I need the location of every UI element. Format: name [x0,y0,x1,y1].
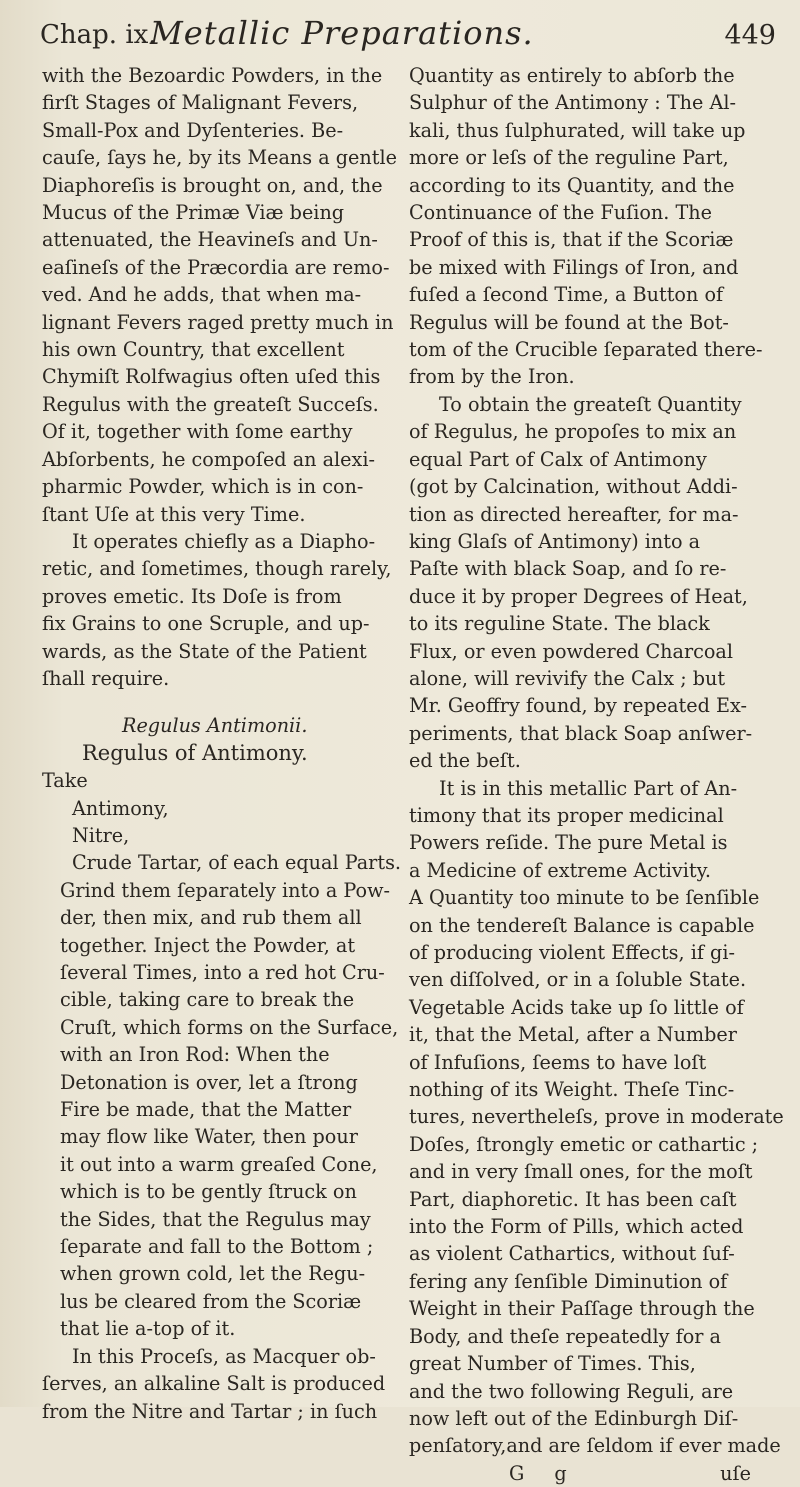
text-line: ed the beſt. [409,749,521,773]
text-line: Abſorbents, he compoſed an alexi- [42,447,375,471]
text-line: Continuance of the Fuſion. The [409,201,712,225]
left-paragraph-4 [42,1343,397,1425]
text-line: of Infuſions, ſeems to have loſt [409,1050,707,1074]
text-line: fix Grains to one Scruple, and up- [42,612,370,636]
text-line: ſerves, an alkaline Salt is produced [42,1372,386,1396]
text-line: Regulus will be found at the Bot- [409,310,729,334]
text-line: may flow like Water, then pour [60,1125,358,1149]
text-line: It operates chiefly as a Diapho- [72,529,376,553]
chapter-label: Chap. ix. [40,20,157,50]
left-paragraph-3 [42,877,397,1343]
text-line: kali, thus ſulphurated, will take up [409,118,746,142]
text-line: Antimony, [72,796,169,820]
text-line: Chymiſt Rolfwagius often uſed this [42,365,381,389]
text-line: ſhall require. [42,666,170,690]
text-line: eaſineſs of the Præcordia are remo- [42,255,390,279]
text-line: on the tendereſt Balance is capable [409,913,755,937]
text-line: king Glaſs of Antimony) into a [409,529,701,553]
text-line: it out into a warm greaſed Cone, [60,1152,378,1176]
take-label: Take [42,769,88,793]
text-line: with an Iron Rod: When the [60,1043,330,1067]
text-line: Proof of this is, that if the Scoriæ [409,228,734,252]
text-line: into the Form of Pills, which acted [409,1215,744,1239]
text-line: Mucus of the Primæ Viæ being [42,201,345,225]
right-paragraph-2 [409,391,781,775]
text-line: ved. And he adds, that when ma- [42,283,362,307]
text-line: fuſed a ſecond Time, a Button of [409,283,724,307]
text-line: ven diſſolved, or in a ſoluble State. [409,968,747,992]
text-line: Cruſt, which forms on the Surface, [60,1015,399,1039]
text-line: Diaphoreſis is brought on, and, the [42,173,383,197]
text-line: the Sides, that the Regulus may [60,1207,371,1231]
text-line: duce it by proper Degrees of Heat, [409,584,748,608]
text-line: from the Nitre and Tartar ; in ſuch [42,1399,378,1423]
text-line: alone, will revivify the Calx ; but [409,666,726,690]
text-line: according to its Quantity, and the [409,173,735,197]
text-line: Weight in their Paſſage through the [409,1297,755,1321]
text-line: It is in this metallic Part of An- [439,776,738,800]
text-line: equal Part of Calx of Antimony [409,447,707,471]
text-line: Mr. Geoffry found, by repeated Ex- [409,694,747,718]
text-line: timony that its proper medicinal [409,803,724,827]
text-line: to its reguline State. The black [409,612,710,636]
right-paragraph-3 [409,775,784,1460]
text-line: Regulus with the greateſt Succeſs. [42,392,379,416]
text-line: Small-Pox and Dyſenteries. Be- [42,118,344,142]
text-line: tures, nevertheleſs, prove in moderate [409,1105,784,1129]
text-line: ſeveral Times, into a red hot Cru- [60,961,385,984]
text-line: as violent Cathartics, without ſuf- [409,1242,735,1266]
text-line: (got by Calcination, without Addi- [409,475,738,499]
text-line: fering any ſenſible Diminution of [409,1269,728,1293]
text-line: der, then mix, and rub them all [60,906,362,930]
text-line: lus be cleared from the Scoriæ [60,1289,362,1313]
running-header [40,8,782,58]
text-line: cible, taking care to break the [60,988,355,1012]
take-ingredient-list [42,795,402,877]
catchword: uſe [720,1461,751,1485]
text-line: retic, and ſometimes, though rarely, [42,557,392,581]
text-line: ſeparate and fall to the Bottom ; [60,1235,374,1259]
signature-mark: G g [509,1461,579,1485]
text-line: when grown cold, let the Regu- [60,1262,366,1286]
left-column [42,62,402,1425]
text-line: of Regulus, he propoſes to mix an [409,420,737,444]
text-line: and in very ſmall ones, for the moſt [409,1160,753,1184]
text-line: nothing of its Weight. Theſe Tinc- [409,1078,735,1102]
text-line: Crude Tartar, of each equal Parts. [72,851,402,875]
page-number: 449 [724,20,776,51]
text-line: periments, that black Soap anſwer- [409,721,753,745]
running-title: Metallic Preparations. [150,14,534,52]
text-line: cauſe, ſays he, by its Means a gentle [42,146,397,170]
text-line: and the two following Reguli, are [409,1379,734,1403]
text-line: Vegetable Acids take up ſo little of [409,995,744,1019]
text-line: In this Proceſs, as Macquer ob- [72,1344,376,1368]
text-line: Of it, together with ſome earthy [42,420,353,444]
text-line: Part, diaphoretic. It has been caſt [409,1187,737,1211]
text-line: attenuated, the Heavineſs and Un- [42,228,378,252]
text-line: lignant Fevers raged pretty much in [42,310,394,334]
section-gap [42,692,397,712]
text-line: firſt Stages of Malignant Fevers, [42,91,359,115]
text-line: which is to be gently ſtruck on [60,1180,357,1204]
text-line: his own Country, that excellent [42,338,345,362]
text-line: now left out of the Edinburgh Diſ- [409,1406,739,1430]
text-line: a Medicine of extreme Activity. [409,858,711,882]
right-paragraph-1 [409,62,781,391]
text-line: ſtant Uſe at this very Time. [42,502,306,526]
text-line: Sulphur of the Antimony : The Al- [409,91,736,115]
text-line: it, that the Metal, after a Number [409,1023,737,1047]
text-line: Quantity as entirely to abſorb the [409,64,735,87]
text-line: Grind them ſeparately into a Pow- [60,878,391,902]
text-line: Detonation is over, let a ſtrong [60,1070,358,1094]
text-line: more or leſs of the reguline Part, [409,146,729,170]
text-line: Nitre, [72,823,130,847]
text-line: A Quantity too minute to be ſenſible [409,886,760,910]
left-paragraph-1 [42,62,397,528]
section-title: Regulus Antimonii. [122,714,308,738]
page-footer [409,1460,781,1487]
text-line: proves emetic. Its Doſe is from [42,584,342,608]
text-line: wards, as the State of the Patient [42,639,367,663]
text-line: Flux, or even powdered Charcoal [409,639,733,663]
text-line: Body, and theſe repeatedly for a [409,1324,721,1348]
section-subtitle: Regulus of Antimony. [82,740,308,765]
text-line: together. Inject the Powder, at [60,933,356,957]
left-paragraph-2 [42,528,397,692]
text-line: tion as directed hereafter, for ma- [409,502,739,526]
text-line: pharmic Powder, which is in con- [42,475,364,499]
text-line: from by the Iron. [409,365,575,389]
text-line: Paſte with black Soap, and ſo re- [409,557,727,581]
text-line: Powers reſide. The pure Metal is [409,831,728,855]
text-line: be mixed with Filings of Iron, and [409,255,739,279]
text-line: penſatory,and are ſeldom if ever made [409,1434,781,1458]
text-line: To obtain the greateſt Quantity [439,392,742,416]
text-line: tom of the Crucible ſeparated there- [409,338,763,362]
text-line: great Number of Times. This, [409,1352,696,1376]
text-line: Fire be made, that the Matter [60,1098,352,1122]
text-line: of producing violent Effects, if gi- [409,941,735,964]
text-line: Doſes, ſtrongly emetic or cathartic ; [409,1132,759,1156]
right-column [409,62,784,1487]
text-line: that lie a-top of it. [60,1317,236,1341]
text-line: with the Bezoardic Powders, in the [42,64,383,87]
